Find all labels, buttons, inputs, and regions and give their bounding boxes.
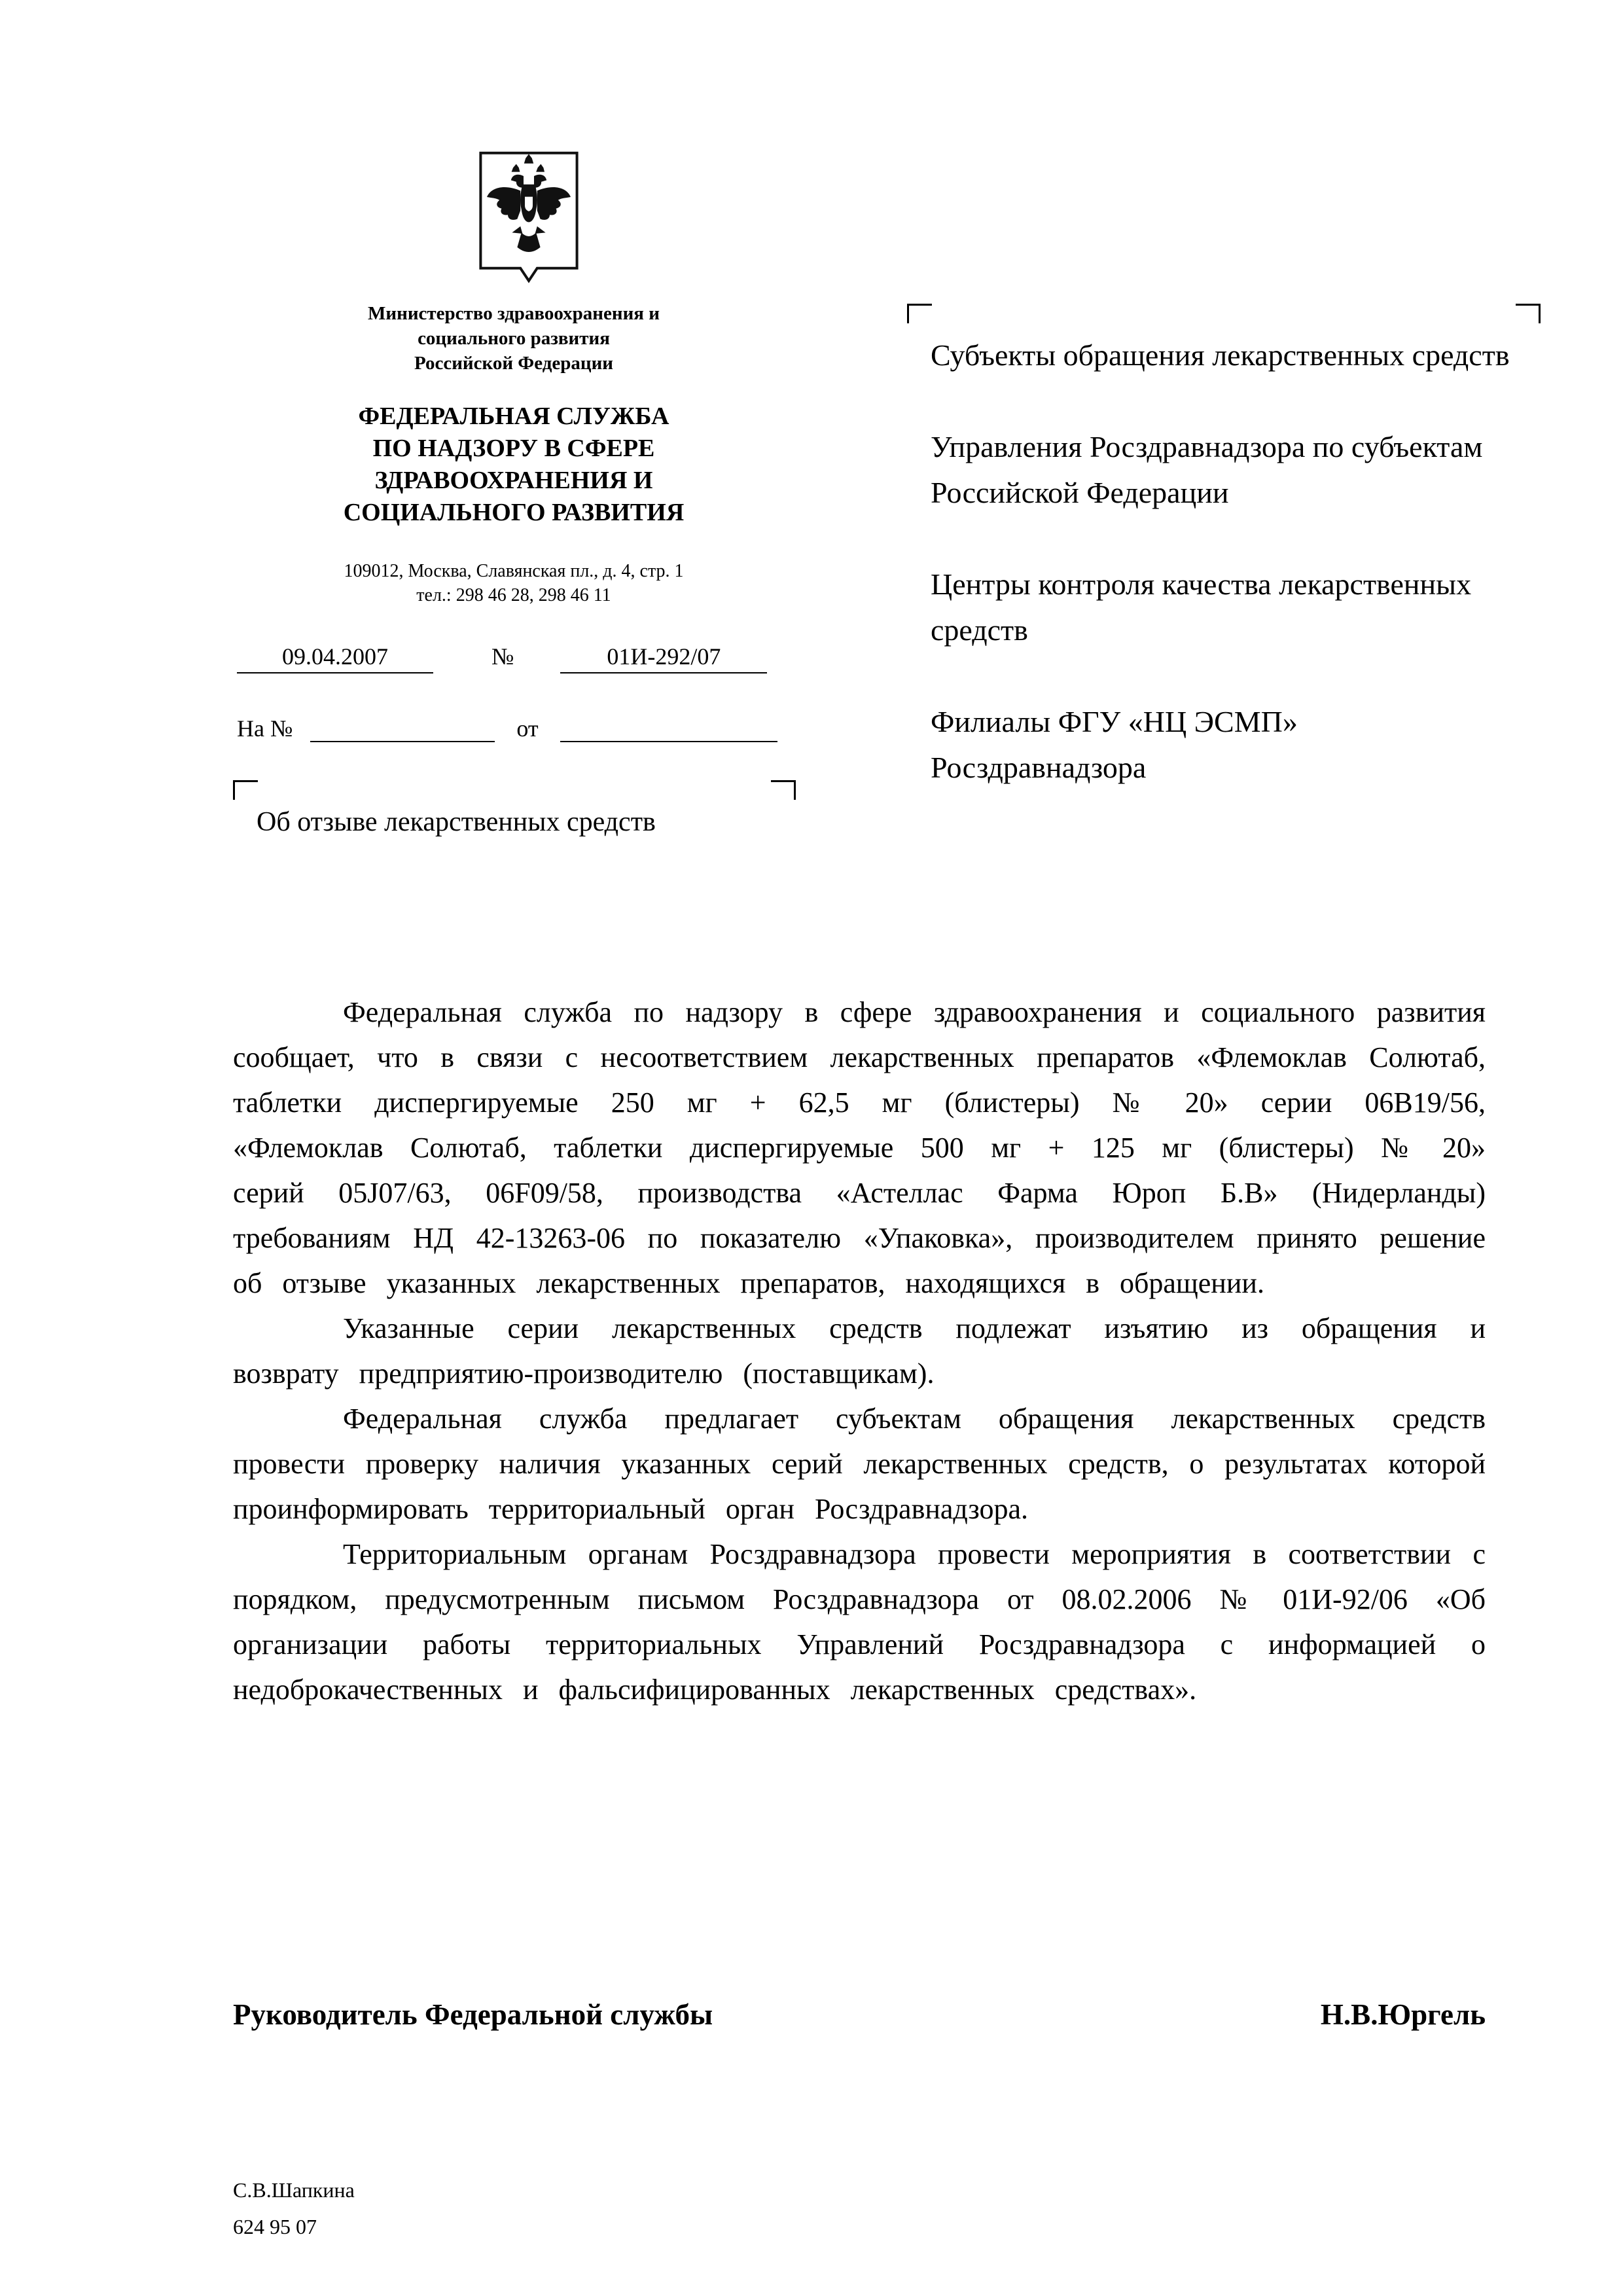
body-paragraph: Территориальным органам Росздравнадзора провести мероприятия в соответствии с порядком, предусмотренным письмом Росздравнадзора от 08.02.2006 № 01И-92/06 «Об организации работы территориальных Управлений Росздравнадзора с информацией о недоброкачественных и фальсифицированных лекарственных средствах». <box>233 1538 1486 1706</box>
recipient-item: Филиалы ФГУ «НЦ ЭСМП» Росздравнадзора <box>931 705 1298 784</box>
signatory-title: Руководитель Федеральной службы <box>233 1998 713 2031</box>
reference-separator: от <box>516 715 539 742</box>
body-paragraph: Федеральная служба предлагает субъектам обращения лекарственных средств провести проверку наличия указанных серий лекарственных средств, о результатах которой проинформировать территориальный орган Росздравнадзора. <box>233 1403 1486 1525</box>
signatory-name: Н.В.Юргель <box>1320 1998 1486 2031</box>
russian-coat-of-arms-icon <box>476 148 581 288</box>
recipient-item: Управления Росздравнадзора по субъектам Российской Федерации <box>931 430 1483 509</box>
organization-phone: тел.: 298 46 28, 298 46 11 <box>416 585 611 605</box>
recipients-block <box>931 332 1520 836</box>
executor-name: С.В.Шапкина <box>233 2178 355 2202</box>
executor-phone: 624 95 07 <box>233 2215 317 2238</box>
recipients-corner-mark-top-left <box>907 304 932 323</box>
ministry-line: социального развития <box>418 328 610 349</box>
subject-corner-mark-top-right <box>771 780 796 800</box>
organization-contacts <box>268 559 759 607</box>
service-line: СОЦИАЛЬНОГО РАЗВИТИЯ <box>343 499 685 526</box>
service-line: ЗДРАВООХРАНЕНИЯ И <box>374 467 653 494</box>
executor-footer <box>233 2172 355 2245</box>
letter-number: 01И-292/07 <box>560 643 767 673</box>
reference-number-blank <box>310 715 495 742</box>
reference-date-blank <box>560 715 777 742</box>
reference-line <box>237 715 777 742</box>
recipients-corner-mark-top-right <box>1516 304 1541 323</box>
ministry-line: Российской Федерации <box>414 353 613 374</box>
service-line: ФЕДЕРАЛЬНАЯ СЛУЖБА <box>358 403 669 430</box>
letter-date: 09.04.2007 <box>237 643 433 673</box>
number-sign: № <box>491 643 514 670</box>
body-paragraph: Федеральная служба по надзору в сфере здравоохранения и социального развития сообщает, что в связи с несоответствием лекарственных препаратов «Флемоклав Солютаб, таблетки диспергируемые 250 мг + 62,5 мг (блистеры) № 20» серии 06В19/56, «Флемоклав Солютаб, таблетки диспергируемые 500 мг + 125 мг (блистеры) № 20» серий 05J07/63, 06F09/58, производства «Астеллас Фарма Юроп Б.В» (Нидерланды) требованиям НД 42-13263-06 по показателю «Упаковка», производителем принято решение об отзыве указанных лекарственных препаратов, находящихся в обращении. <box>233 996 1486 1299</box>
body-paragraph: Указанные серии лекарственных средств подлежат изъятию из обращения и возврату предприятию-производителю (поставщикам). <box>233 1312 1486 1390</box>
ministry-name <box>301 301 726 376</box>
service-line: ПО НАДЗОРУ В СФЕРЕ <box>372 435 655 462</box>
signature-row <box>233 1998 1486 2032</box>
date-number-line <box>237 643 767 673</box>
recipient-item: Центры контроля качества лекарственных средств <box>931 567 1472 647</box>
ministry-line: Министерство здравоохранения и <box>368 303 660 324</box>
reference-prefix: На № <box>237 715 293 742</box>
recipient-item: Субъекты обращения лекарственных средств <box>931 338 1510 372</box>
federal-service-name <box>288 401 740 529</box>
letter-subject: Об отзыве лекарственных средств <box>257 807 656 837</box>
letter-body <box>233 990 1486 1712</box>
subject-corner-mark-top-left <box>233 780 258 800</box>
organization-address: 109012, Москва, Славянская пл., д. 4, стр. 1 <box>344 561 684 581</box>
